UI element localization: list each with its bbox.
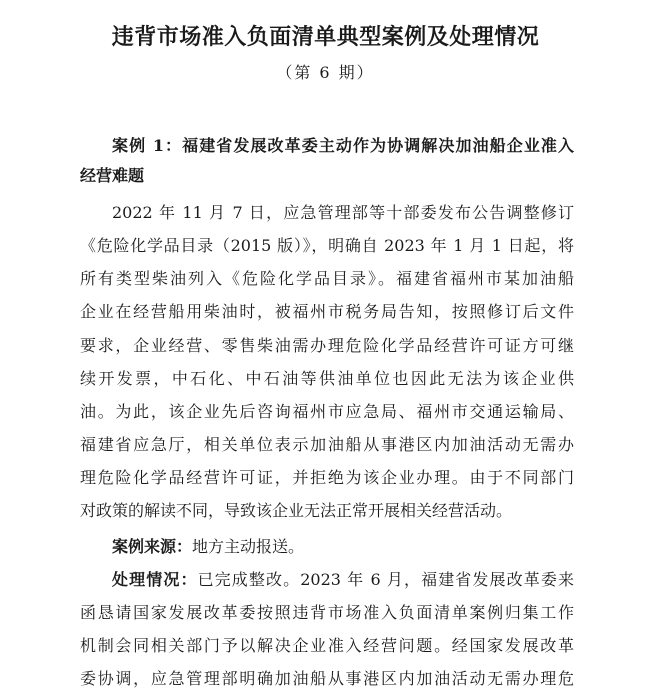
case-source-label: 案例来源：: [112, 537, 193, 556]
body-line: 所有类型柴油列入《危险化学品目录》。福建省福州市某加油船: [80, 269, 574, 288]
handling-label: 处理情况：: [112, 570, 198, 589]
handling-line-1: [112, 570, 574, 590]
body-line: 油。为此，该企业先后咨询福州市应急局、福州市交通运输局、: [80, 402, 574, 421]
handling-text: 已完成整改。2023 年 6 月，福建省发展改革委来: [197, 570, 574, 589]
case-heading-line-2: 经营难题: [80, 166, 145, 185]
body-line: 福建省应急厅，相关单位表示加油船从事港区内加油活动无需办: [80, 435, 574, 454]
document-title: 违背市场准入负面清单典型案例及处理情况: [111, 25, 540, 50]
body-line: 对政策的解读不同，导致该企业无法正常开展相关经营活动。: [80, 501, 513, 520]
body-line: 《危险化学品目录（2015 版）》，明确自 2023 年 1 月 1 日起，将: [80, 236, 574, 255]
case-heading-line-1: 案例 1：福建省发展改革委主动作为协调解决加油船企业准入: [112, 136, 574, 155]
body-line: 2022 年 11 月 7 日，应急管理部等十部委发布公告调整修订: [112, 203, 574, 222]
issue-number: （第 6 期）: [276, 63, 375, 82]
body-line: 续开发票，中石化、中石油等供油单位也因此无法为该企业供: [80, 369, 574, 388]
body-line: 机制会同相关部门予以解决企业准入经营问题。经国家发展改革: [80, 636, 574, 655]
body-line: 理危险化学品经营许可证，并拒绝为该企业办理。由于不同部门: [80, 468, 574, 487]
case-source: [112, 537, 574, 557]
body-line: 企业在经营船用柴油时，被福州市税务局告知，按照修订后文件: [80, 302, 574, 321]
case-source-value: 地方主动报送。: [192, 537, 305, 556]
body-line: 委协调，应急管理部明确加油船从事港区内加油活动无需办理危: [80, 669, 574, 688]
body-line: 要求，企业经营、零售柴油需办理危险化学品经营许可证方可继: [80, 336, 574, 355]
body-line: 函恳请国家发展改革委按照违背市场准入负面清单案例归集工作: [80, 603, 574, 622]
